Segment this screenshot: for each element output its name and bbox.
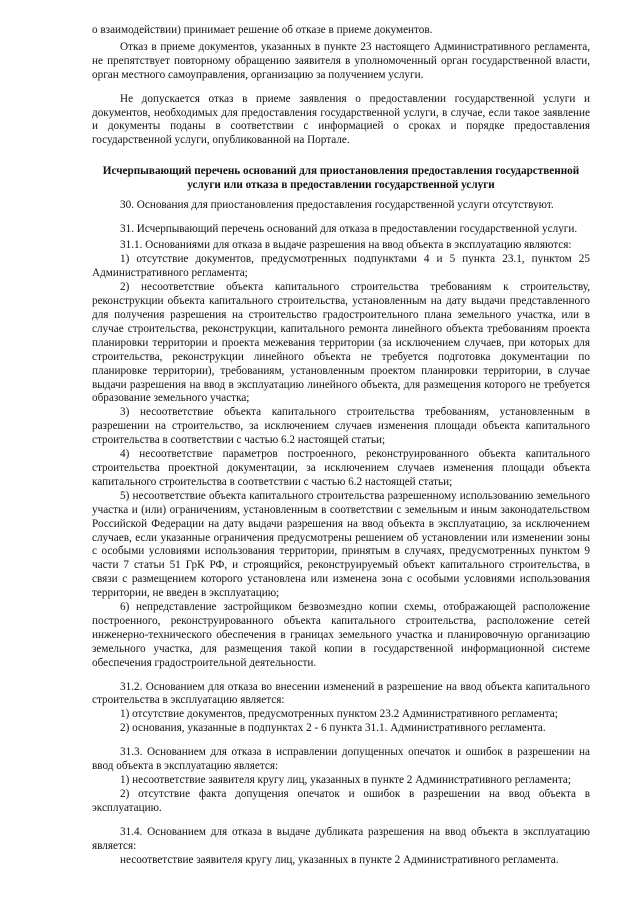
- list-item-31-1-5: 5) несоответствие объекта капитального строительства разрешенному использованию земельного участка и (или) ограничениям, установленным в соответствии с земельным и иным законодательством Российской Федерации на дату выдачи разрешения на ввод объекта в эксплуатацию, за исключением случаев, если указанные ограничения предусмотрены решением об установлении или изменении зоны с особыми условиями использования территории, принятым в случаях, предусмотренных пунктом 9 части 7 статьи 51 ГрК РФ, и строящийся, реконструируемый объект капитального строительства, в связи с размещением которого установлена или изменена зона с особыми условиями использования территории, не введен в эксплуатацию;: [92, 489, 590, 600]
- paragraph-refusal-no-obstacle: Отказ в приеме документов, указанных в пункте 23 настоящего Административного регламента, не препятствует повторному обращению заявителя в уполномоченный орган государственной власти, орган местного самоуправления, организацию за получением услуги.: [92, 40, 590, 81]
- paragraph-31: 31. Исчерпывающий перечень оснований для отказа в предоставлении государственной услуги.: [120, 222, 578, 235]
- paragraph-31-4: 31.4. Основанием для отказа в выдаче дубликата разрешения на ввод объекта в эксплуатацию является:: [92, 825, 590, 852]
- list-item-31-1-3: 3) несоответствие объекта капитального строительства требованиям, установленным в разрешении на строительство, за исключением случаев изменения площади объекта капитального строительства в соответствии с частью 6.2 настоящей статьи;: [92, 406, 590, 447]
- section-heading: Исчерпывающий перечень оснований для приостановления предоставления государственной услуги или отказа в предоставлении государственной услуги: [102, 165, 580, 192]
- list-item-31-1-4: 4) несоответствие параметров построенного, реконструированного объекта капитального строительства проектной документации, за исключением случаев изменения площади объекта капитального строительства в соответствии с частью 6.2 настоящей статьи;: [92, 448, 590, 488]
- list-item-31-4-1: несоответствие заявителя кругу лиц, указанных в пункте 2 Административного регламента.: [120, 853, 559, 866]
- paragraph-refusal-not-allowed: Не допускается отказ в приеме заявления о предоставлении государственной услуги и документов, необходимых для предоставления государственной услуги, в случае, если такое заявление и документы поданы в соответствии с информацией о сроках и порядке предоставления государственной услуги, опубликованной на Портале.: [92, 92, 590, 147]
- list-item-31-2-2: 2) основания, указанные в подпунктах 2 - 6 пункта 31.1. Административного регламента.: [120, 722, 546, 735]
- list-item-31-2-1: 1) отсутствие документов, предусмотренных пунктом 23.2 Административного регламента;: [120, 708, 558, 721]
- list-item-31-1-2: 2) несоответствие объекта капитального строительства требованиям к строительству, реконструкции объекта капитального строительства, установленным на дату выдачи представленного для получения разрешения на строительство градостроительного плана земельного участка, или в случае строительства, реконструкции, капитального ремонта линейного объекта требованиям проекта планировки территории и проекта межевания территории (за исключением случаев, при которых для строительства, реконструкции линейного объекта не требуется подготовка документации по планировке территории), требованиям, установленным проектом планировки территории, в случае выдачи разрешения на ввод в эксплуатацию линейного объекта, для размещения которого не требуется образование земельного участка;: [92, 281, 590, 405]
- paragraph-31-1: 31.1. Основаниями для отказа в выдаче разрешения на ввод объекта в эксплуатацию являются:: [120, 239, 572, 252]
- list-item-31-3-1: 1) несоответствие заявителя кругу лиц, указанных в пункте 2 Административного регламента;: [120, 774, 571, 786]
- paragraph-31-3: 31.3. Основанием для отказа в исправлении допущенных опечаток и ошибок в разрешении на ввод объекта в эксплуатацию является:: [92, 746, 590, 773]
- list-item-31-1-1: 1) отсутствие документов, предусмотренных подпунктами 4 и 5 пункта 23.1, пунктом 25 Административного регламента;: [92, 253, 590, 280]
- paragraph-continuation: о взаимодействии) принимает решение об отказе в приеме документов.: [92, 24, 433, 36]
- list-item-31-1-6: 6) непредставление застройщиком безвозмездно копии схемы, отображающей расположение построенного, реконструированного объекта капитального строительства, расположение сетей инженерно-технического обеспечения в границах земельного участка и планировочную организацию земельного участка, для размещения такой копии в государственной информационной системе обеспечения градостроительной деятельности.: [92, 601, 590, 669]
- list-item-31-3-2: 2) отсутствие факта допущения опечаток и ошибок в разрешении на ввод объекта в эксплуатацию.: [92, 787, 590, 814]
- paragraph-30: 30. Основания для приостановления предоставления государственной услуги отсутствуют.: [120, 198, 554, 211]
- paragraph-31-2: 31.2. Основанием для отказа во внесении изменений в разрешение на ввод объекта капитального строительства в эксплуатацию является:: [92, 680, 590, 707]
